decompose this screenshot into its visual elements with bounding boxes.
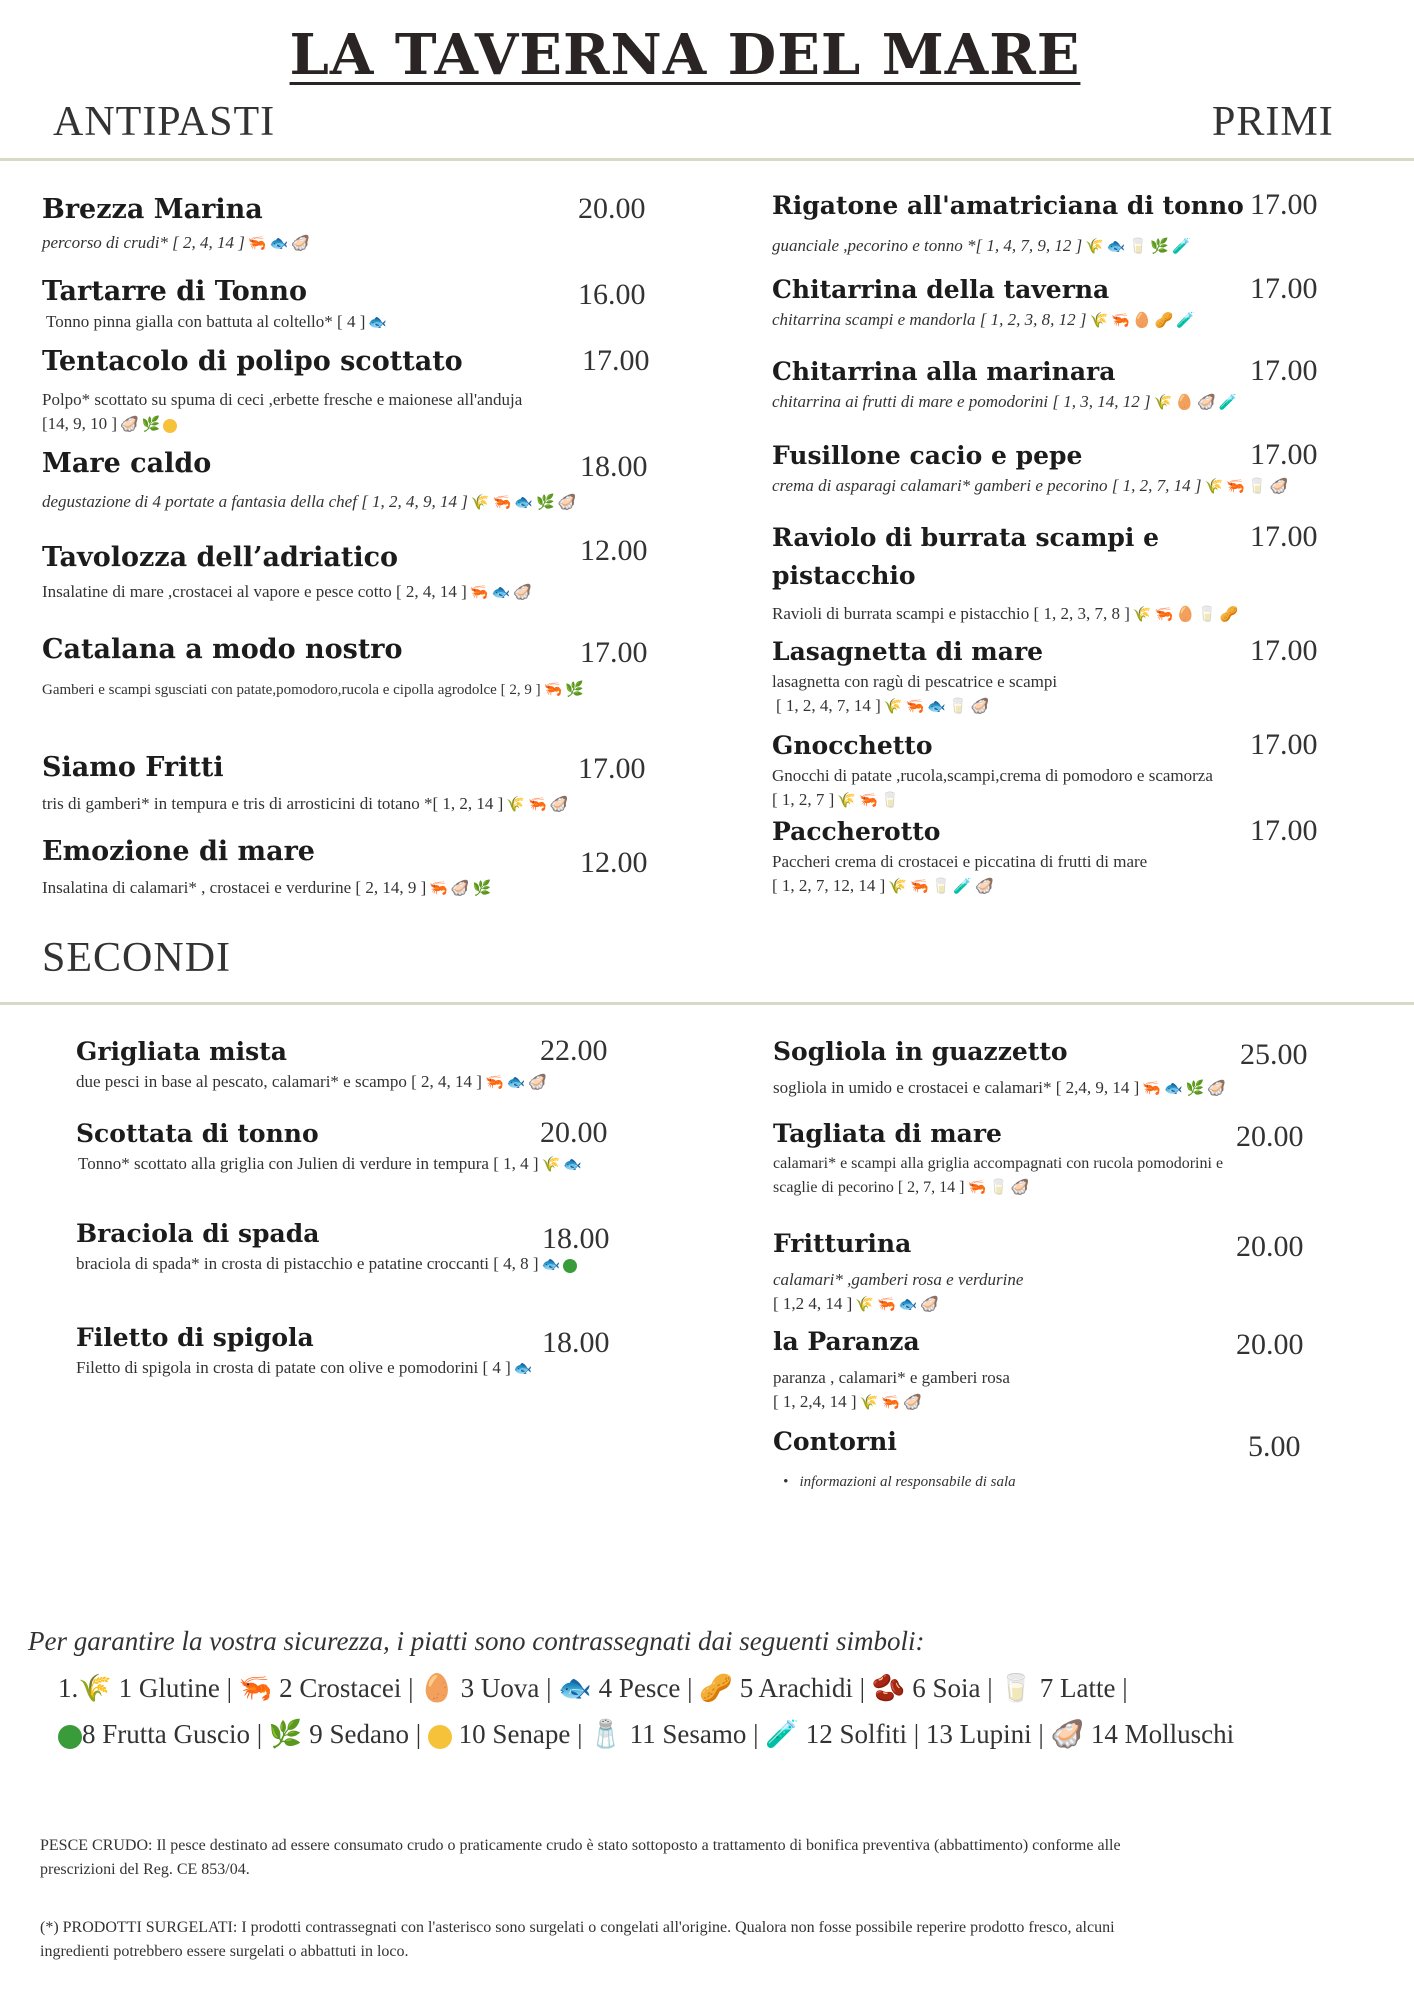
glutine-icon: 🌾	[859, 1395, 879, 1411]
dish-price: 20.00	[1236, 1328, 1304, 1361]
glutine-icon: 🌾	[541, 1157, 561, 1173]
senape-icon	[163, 419, 177, 433]
dish-description: Insalatine di mare ,crostacei al vapore e pesce cotto [ 2, 4, 14 ]	[42, 582, 467, 601]
molluschi-icon: 🦪	[528, 1075, 548, 1091]
dish-allergens: [ 1, 2, 4, 7, 14 ]	[776, 696, 881, 715]
dish-allergens: [14, 9, 10 ]	[42, 414, 118, 433]
menu-item	[772, 634, 1057, 719]
sedano-icon: 🌿	[565, 682, 584, 698]
dish-price: 17.00	[1250, 354, 1318, 387]
dish-price: 20.00	[1236, 1120, 1304, 1153]
latte-icon: 🥛	[931, 879, 951, 895]
dish-description: crema di asparagi calamari* gamberi e pecorino [ 1, 2, 7, 14 ]	[772, 476, 1202, 495]
dish-name: Fritturina	[773, 1229, 912, 1258]
dish-description: due pesci in base al pescato, calamari* e scampo [ 2, 4, 14 ]	[76, 1072, 482, 1091]
dish-price: 16.00	[578, 278, 646, 311]
dish-description: degustazione di 4 portate a fantasia della chef [ 1, 2, 4, 9, 14 ]	[42, 492, 468, 511]
pesce-icon: 🐟	[491, 585, 511, 601]
menu-item	[76, 1320, 533, 1381]
dish-description: paranza , calamari* e gamberi rosa	[773, 1368, 1010, 1387]
dish-name: Paccherotto	[772, 817, 941, 846]
crostacei-icon: 🦐	[238, 1673, 273, 1703]
dish-price: 18.00	[580, 450, 648, 483]
molluschi-icon: 🦪	[291, 236, 310, 252]
dish-price: 12.00	[580, 846, 648, 879]
pesce-icon: 🐟	[506, 1075, 526, 1091]
dish-name: Filetto di spigola	[76, 1323, 314, 1352]
dish-allergens: [ 1, 2, 7 ]	[772, 790, 835, 809]
soia-icon: 🫘	[871, 1673, 906, 1703]
crostacei-icon: 🦐	[877, 1297, 896, 1313]
dish-name: Lasagnetta di mare	[772, 637, 1044, 666]
dish-price: 18.00	[542, 1222, 610, 1255]
molluschi-icon: 🦪	[1207, 1081, 1227, 1097]
molluschi-icon: 🦪	[557, 495, 577, 511]
uova-icon: 🥚	[420, 1673, 454, 1703]
menu-item	[772, 728, 1213, 813]
glutine-icon: 🌾	[837, 793, 857, 809]
molluschi-icon: 🦪	[549, 797, 569, 813]
sedano-icon: 🌿	[472, 881, 492, 897]
raw-fish-note: PESCE CRUDO: Il pesce destinato ad essere consumato crudo o praticamente crudo è stato sottoposto a trattamento di bonifica preventiva (abbattimento) conforme alle prescrizioni del Reg. CE 853/04.	[40, 1837, 1121, 1878]
dish-description: tris di gamberi* in tempura e tris di arrosticini di totano *[ 1, 2, 14 ]	[42, 794, 504, 813]
crostacei-icon: 🦐	[527, 797, 547, 813]
frutta-guscio-icon	[563, 1259, 577, 1273]
crostacei-icon: 🦐	[1154, 607, 1174, 623]
glutine-icon: 🌾	[1132, 607, 1152, 623]
frozen-products-note: (*) PRODOTTI SURGELATI: I prodotti contrassegnati con l'asterisco sono surgelati o congelati all'origine. Qualora non fosse possibile reperire prodotto fresco, alcuni ingredienti potrebbero essere surgelati o abbattuti in loco.	[40, 1919, 1115, 1960]
dish-description: Ravioli di burrata scampi e pistacchio [ 1, 2, 3, 7, 8 ]	[772, 604, 1130, 623]
dish-price: 17.00	[578, 752, 646, 785]
crostacei-icon: 🦐	[1226, 479, 1245, 495]
molluschi-icon: 🦪	[513, 585, 532, 601]
crostacei-icon: 🦐	[859, 793, 878, 809]
dish-name: Siamo Fritti	[42, 752, 224, 783]
uova-icon: 🥚	[1132, 313, 1152, 329]
sesamo-icon: 🧂	[589, 1719, 623, 1749]
pesce-icon: 🐟	[541, 1257, 561, 1273]
dish-price: 17.00	[580, 636, 648, 669]
dish-description: chitarrina scampi e mandorla [ 1, 2, 3, 8, 12 ]	[772, 310, 1087, 329]
menu-item	[773, 1226, 1023, 1317]
dish-description: Polpo* scottato su spuma di ceci ,erbette fresche e maionese all'anduja	[42, 390, 523, 409]
sedano-icon: 🌿	[535, 495, 555, 511]
glutine-icon: 🌾	[888, 879, 908, 895]
dish-price: 17.00	[1250, 438, 1318, 471]
crostacei-icon: 🦐	[910, 879, 929, 895]
divider	[0, 158, 1414, 161]
section-primi: PRIMI	[1212, 99, 1334, 145]
glutine-icon: 🌾	[470, 495, 490, 511]
dish-name: Tartarre di Tonno	[42, 276, 308, 307]
solfiti-icon: 🧪	[1176, 313, 1195, 329]
glutine-icon: 🌾	[1089, 313, 1109, 329]
sedano-icon: 🌿	[1150, 239, 1169, 255]
dish-price: 20.00	[1236, 1230, 1304, 1263]
crostacei-icon: 🦐	[967, 1180, 987, 1196]
latte-icon: 🥛	[1197, 607, 1217, 623]
menu-item	[76, 1034, 547, 1095]
molluschi-icon: 🦪	[1269, 479, 1289, 495]
glutine-icon: 🌾	[1153, 395, 1173, 411]
dish-price: 25.00	[1240, 1038, 1308, 1071]
arachidi-icon: 🥜	[1219, 607, 1239, 623]
crostacei-icon: 🦐	[881, 1395, 900, 1411]
restaurant-title: LA TAVERNA DEL MARE	[289, 22, 1081, 88]
crostacei-icon: 🦐	[247, 236, 267, 252]
dish-name: Chitarrina della taverna	[772, 275, 1110, 304]
dish-name: Sogliola in guazzetto	[773, 1037, 1068, 1066]
dish-price: 17.00	[582, 344, 650, 377]
menu-item	[772, 272, 1195, 333]
menu-item	[773, 1324, 1010, 1415]
crostacei-icon: 🦐	[1111, 313, 1130, 329]
dish-price: 20.00	[540, 1116, 608, 1149]
dish-description: percorso di crudi* [ 2, 4, 14 ]	[42, 233, 245, 252]
dish-description: Paccheri crema di crostacei e piccatina di frutti di mare	[772, 852, 1148, 871]
menu-item	[42, 632, 584, 702]
glutine-icon: 🌾	[78, 1673, 112, 1703]
frutta-guscio-icon	[58, 1725, 82, 1749]
pesce-icon: 🐟	[269, 236, 289, 252]
pesce-icon: 🐟	[558, 1673, 592, 1703]
dish-price: 17.00	[1250, 188, 1318, 221]
menu-item	[42, 192, 310, 256]
molluschi-icon: 🦪	[975, 879, 994, 895]
glutine-icon: 🌾	[855, 1297, 875, 1313]
menu-item	[772, 354, 1237, 415]
dish-price: 17.00	[1250, 728, 1318, 761]
crostacei-icon: 🦐	[484, 1075, 504, 1091]
dish-name: Grigliata mista	[76, 1037, 287, 1066]
menu-item	[42, 274, 387, 335]
dish-name: Braciola di spada	[76, 1219, 320, 1248]
dish-description: Gamberi e scampi sgusciati con patate,pomodoro,rucola e cipolla agrodolce [ 2, 9 ]	[42, 682, 541, 698]
divider	[0, 1002, 1414, 1005]
crostacei-icon: 🦐	[469, 585, 489, 601]
dish-name: Rigatone all'amatriciana di tonno	[772, 191, 1244, 220]
molluschi-icon: 🦪	[1196, 395, 1216, 411]
pesce-icon: 🐟	[368, 315, 388, 331]
dish-description: lasagnetta con ragù di pescatrice e scampi	[772, 672, 1058, 691]
pesce-icon: 🐟	[1164, 1081, 1183, 1097]
dish-price: 17.00	[1250, 634, 1318, 667]
dish-allergens: scaglie di pecorino [ 2, 7, 14 ]	[773, 1179, 965, 1196]
pesce-icon: 🐟	[513, 1361, 533, 1377]
solfiti-icon: 🧪	[953, 879, 973, 895]
molluschi-icon: 🦪	[1050, 1719, 1085, 1749]
pesce-icon: 🐟	[1106, 239, 1126, 255]
crostacei-icon: 🦐	[1142, 1081, 1162, 1097]
crostacei-icon: 🦐	[492, 495, 512, 511]
section-secondi: SECONDI	[42, 935, 232, 981]
menu-item	[773, 1034, 1226, 1101]
glutine-icon: 🌾	[883, 699, 903, 715]
latte-icon: 🥛	[948, 699, 968, 715]
dish-name: Brezza Marina	[42, 194, 263, 225]
sedano-icon: 🌿	[268, 1719, 303, 1749]
uova-icon: 🥚	[1175, 395, 1194, 411]
molluschi-icon: 🦪	[1010, 1180, 1030, 1196]
allergen-legend-line-1: 1.🌾 1 Glutine | 🦐 2 Crostacei | 🥚 3 Uova | 🐟 4 Pesce | 🥜 5 Arachidi | 🫘 6 Soia | 🥛 7 Latte |	[58, 1673, 1128, 1703]
dish-name: Catalana a modo nostro	[42, 634, 403, 665]
dish-price: 17.00	[1250, 520, 1318, 553]
dish-allergens: [ 1, 2, 7, 12, 14 ]	[772, 876, 886, 895]
dish-price: 18.00	[542, 1326, 610, 1359]
dish-price: 12.00	[580, 534, 648, 567]
dish-description: guanciale ,pecorino e tonno *[ 1, 4, 7, 9, 12 ]	[772, 236, 1083, 255]
menu-item	[772, 438, 1288, 499]
dish-name: Tavolozza dell’adriatico	[42, 542, 399, 573]
dish-description: Tonno* scottato alla griglia con Julien di verdure in tempura [ 1, 4 ]	[78, 1154, 539, 1173]
dish-description: Filetto di spigola in crosta di patate con olive e pomodorini [ 4 ]	[76, 1358, 511, 1377]
pesce-icon: 🐟	[514, 495, 533, 511]
dish-name: Emozione di mare	[42, 836, 315, 867]
glutine-icon: 🌾	[1085, 239, 1104, 255]
dish-name: la Paranza	[773, 1327, 920, 1356]
dish-price: 5.00	[1248, 1430, 1301, 1463]
senape-icon	[428, 1725, 452, 1749]
dish-price: 22.00	[540, 1034, 608, 1067]
dish-description: calamari* e scampi alla griglia accompagnati con rucola pomodorini e	[773, 1155, 1224, 1172]
allergen-legend-line-2: 8 Frutta Guscio | 🌿 9 Sedano | 10 Senape | 🧂 11 Sesamo | 🧪 12 Solfiti | 13 Lupini | 🦪 14 Molluschi	[58, 1718, 1234, 1750]
pesce-icon: 🐟	[563, 1157, 582, 1173]
dish-description: braciola di spada* in crosta di pistacchio e patatine croccanti [ 4, 8 ]	[76, 1254, 539, 1273]
glutine-icon: 🌾	[1204, 479, 1224, 495]
crostacei-icon: 🦐	[905, 699, 925, 715]
solfiti-icon: 🧪	[1171, 239, 1191, 255]
dish-allergens: [ 1,2 4, 14 ]	[773, 1294, 853, 1313]
solfiti-icon: 🧪	[765, 1719, 799, 1749]
latte-icon: 🥛	[1128, 239, 1148, 255]
dish-name: Gnocchetto	[772, 731, 933, 760]
molluschi-icon: 🦪	[970, 699, 990, 715]
solfiti-icon: 🧪	[1218, 395, 1238, 411]
dish-description: sogliola in umido e crostacei e calamari* [ 2,4, 9, 14 ]	[773, 1078, 1140, 1097]
latte-icon: 🥛	[989, 1180, 1008, 1196]
menu-item	[772, 188, 1244, 259]
molluschi-icon: 🦪	[902, 1395, 922, 1411]
dish-description: Tonno pinna gialla con battuta al coltello* [ 4 ]	[46, 312, 366, 331]
menu-item	[42, 344, 522, 437]
menu-item	[42, 750, 568, 817]
dish-allergens: [ 1, 2,4, 14 ]	[773, 1392, 857, 1411]
latte-icon: 🥛	[880, 793, 900, 809]
latte-icon: 🥛	[999, 1673, 1033, 1703]
menu-item	[772, 814, 1147, 899]
arachidi-icon: 🥜	[699, 1673, 733, 1703]
menu-item	[42, 540, 532, 605]
glutine-icon: 🌾	[506, 797, 525, 813]
dish-price: 17.00	[1250, 272, 1318, 305]
dish-name-continued: pistacchio	[772, 561, 916, 590]
dish-name: Raviolo di burrata scampi e	[772, 523, 1159, 552]
dish-description: chitarrina ai frutti di mare e pomodorini [ 1, 3, 14, 12 ]	[772, 392, 1151, 411]
allergen-legend-intro: Per garantire la vostra sicurezza, i piatti sono contrassegnati dai seguenti simboli:	[28, 1626, 925, 1656]
dish-description: Insalatina di calamari* , crostacei e verdurine [ 2, 14, 9 ]	[42, 878, 427, 897]
molluschi-icon: 🦪	[120, 417, 139, 433]
dish-description: calamari* ,gamberi rosa e verdurine	[773, 1270, 1024, 1289]
dish-name: Mare caldo	[42, 448, 212, 479]
pesce-icon: 🐟	[927, 699, 946, 715]
crostacei-icon: 🦐	[429, 881, 448, 897]
latte-icon: 🥛	[1247, 479, 1267, 495]
sedano-icon: 🌿	[1185, 1081, 1205, 1097]
dish-name: Contorni	[773, 1427, 897, 1456]
arachidi-icon: 🥜	[1154, 313, 1174, 329]
dish-name: Tagliata di mare	[773, 1119, 1002, 1148]
menu-item	[42, 834, 491, 901]
dish-price: 20.00	[578, 192, 646, 225]
menu-item	[76, 1216, 577, 1277]
molluschi-icon: 🦪	[450, 881, 470, 897]
dish-name: Chitarrina alla marinara	[772, 357, 1116, 386]
crostacei-icon: 🦐	[543, 682, 563, 698]
menu-item	[773, 1116, 1223, 1200]
dish-price: 17.00	[1250, 814, 1318, 847]
uova-icon: 🥚	[1176, 607, 1195, 623]
dish-name: Tentacolo di polipo scottato	[42, 346, 463, 377]
sedano-icon: 🌿	[141, 417, 161, 433]
dish-name: Fusillone cacio e pepe	[772, 441, 1083, 470]
dish-description: Gnocchi di patate ,rucola,scampi,crema di pomodoro e scamorza	[772, 766, 1213, 785]
dish-description: informazioni al responsabile di sala	[799, 1474, 1016, 1490]
dish-name: Scottata di tonno	[76, 1119, 319, 1148]
pesce-icon: 🐟	[898, 1297, 918, 1313]
menu-item: Contorni • informazioni al responsabile di sala	[773, 1424, 1016, 1494]
menu-item	[772, 520, 1238, 627]
menu-item	[76, 1116, 582, 1177]
menu-item	[42, 446, 576, 515]
molluschi-icon: 🦪	[920, 1297, 940, 1313]
section-antipasti: ANTIPASTI	[53, 99, 276, 145]
